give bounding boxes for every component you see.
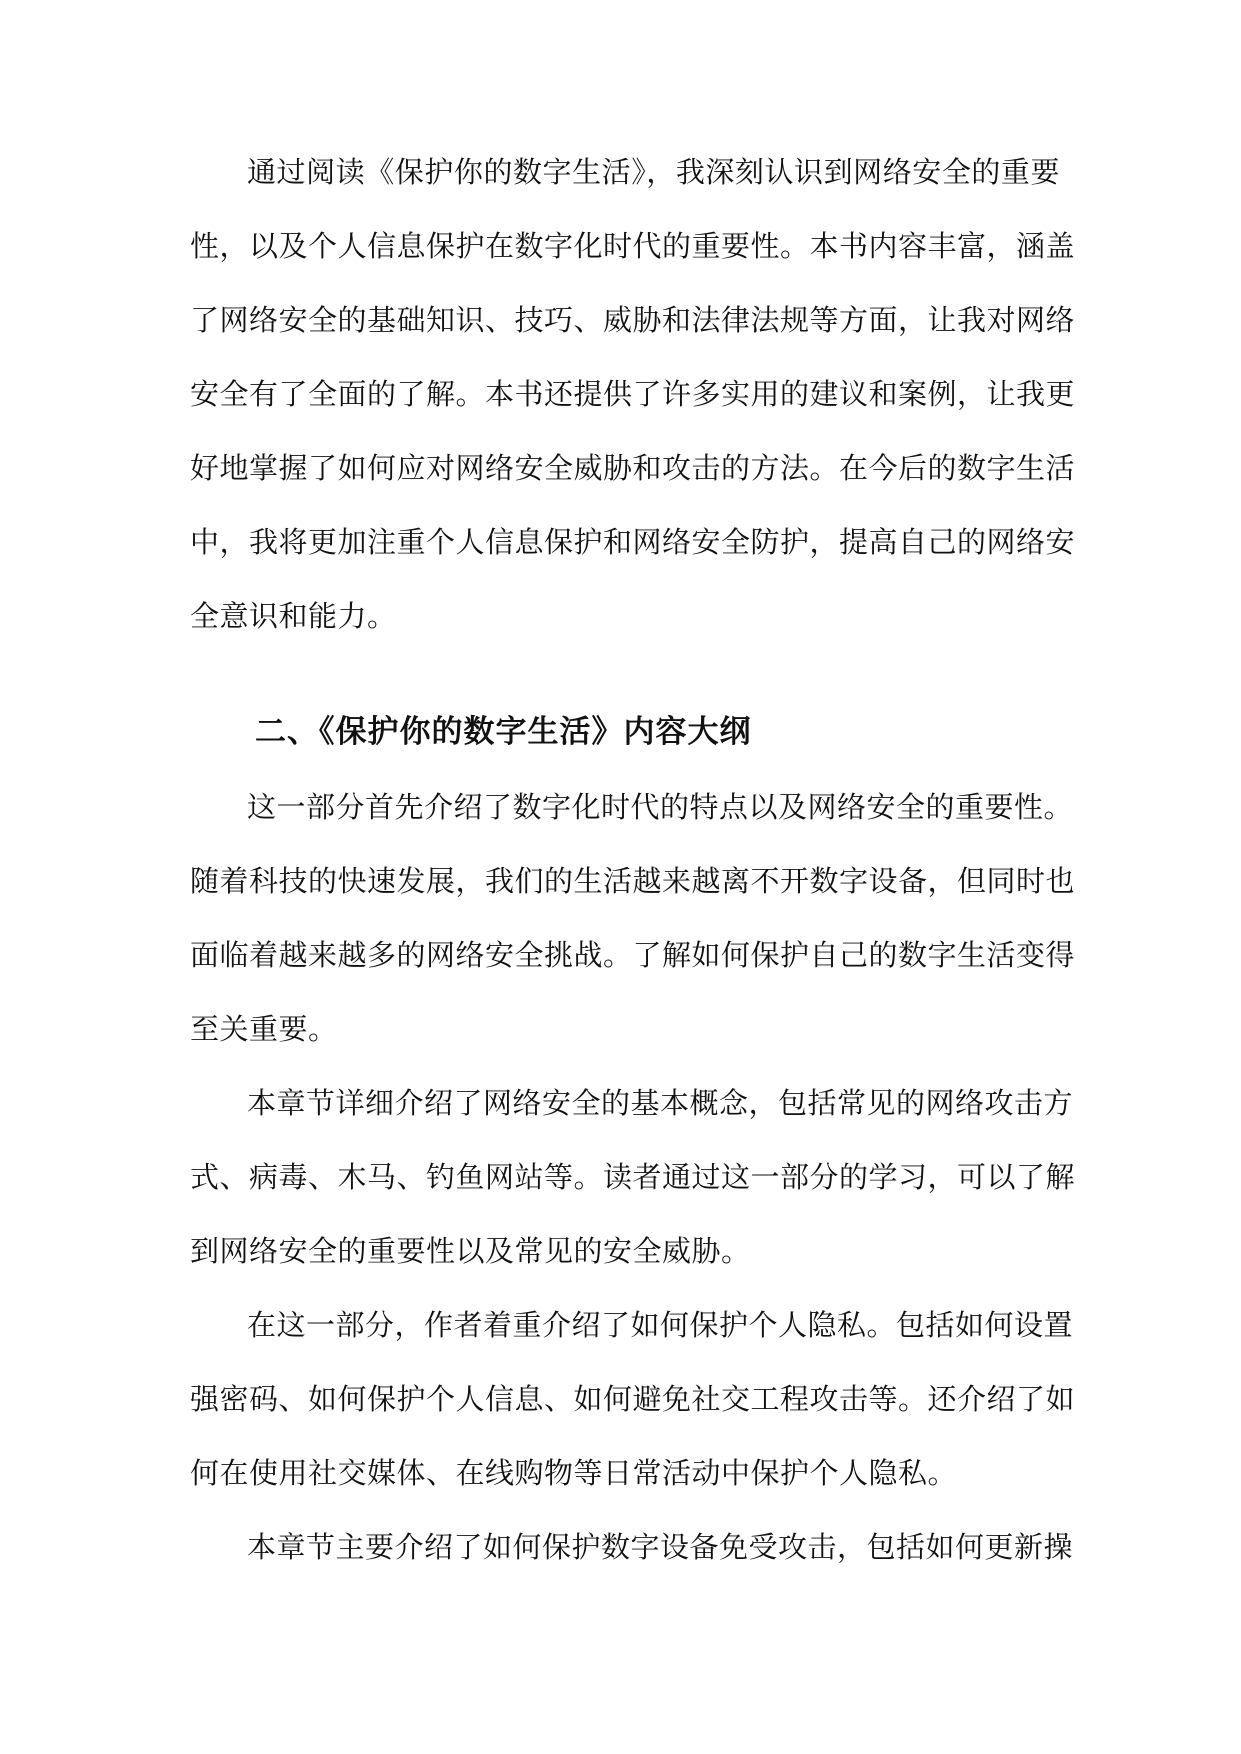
paragraph-line: 何在使用社交媒体、在线购物等日常活动中保护个人隐私。 <box>190 1456 958 1490</box>
paragraph-line: 本章节详细介绍了网络安全的基本概念，包括常见的网络攻击方 <box>247 1086 1074 1120</box>
paragraph-line: 面临着越来越多的网络安全挑战。了解如何保护自己的数字生活变得 <box>190 938 1076 972</box>
paragraph-line: 安全有了全面的了解。本书还提供了许多实用的建议和案例，让我更 <box>190 377 1076 411</box>
paragraph-line: 至关重要。 <box>190 1012 338 1046</box>
paragraph-line: 本章节主要介绍了如何保护数字设备免受攻击，包括如何更新操 <box>247 1530 1074 1564</box>
paragraph-line: 这一部分首先介绍了数字化时代的特点以及网络安全的重要性。 <box>247 790 1074 824</box>
paragraph-line: 式、病毒、木马、钓鱼网站等。读者通过这一部分的学习，可以了解 <box>190 1160 1076 1194</box>
section-heading: 二、《保护你的数字生活》内容大纲 <box>255 714 752 750</box>
paragraph-line: 了网络安全的基础知识、技巧、威胁和法律法规等方面，让我对网络 <box>190 303 1076 337</box>
paragraph-line: 在这一部分，作者着重介绍了如何保护个人隐私。包括如何设置 <box>247 1308 1074 1342</box>
paragraph-line: 好地掌握了如何应对网络安全威胁和攻击的方法。在今后的数字生活 <box>190 451 1076 485</box>
paragraph-line: 性，以及个人信息保护在数字化时代的重要性。本书内容丰富，涵盖 <box>190 229 1076 263</box>
paragraph-line: 全意识和能力。 <box>190 599 397 633</box>
paragraph-line: 中，我将更加注重个人信息保护和网络安全防护，提高自己的网络安 <box>190 525 1076 559</box>
paragraph-line: 通过阅读《保护你的数字生活》，我深刻认识到网络安全的重要 <box>247 155 1060 189</box>
paragraph-line: 随着科技的快速发展，我们的生活越来越离不开数字设备，但同时也 <box>190 864 1076 898</box>
paragraph-line: 到网络安全的重要性以及常见的安全威胁。 <box>190 1234 751 1268</box>
paragraph-line: 强密码、如何保护个人信息、如何避免社交工程攻击等。还介绍了如 <box>190 1382 1076 1416</box>
